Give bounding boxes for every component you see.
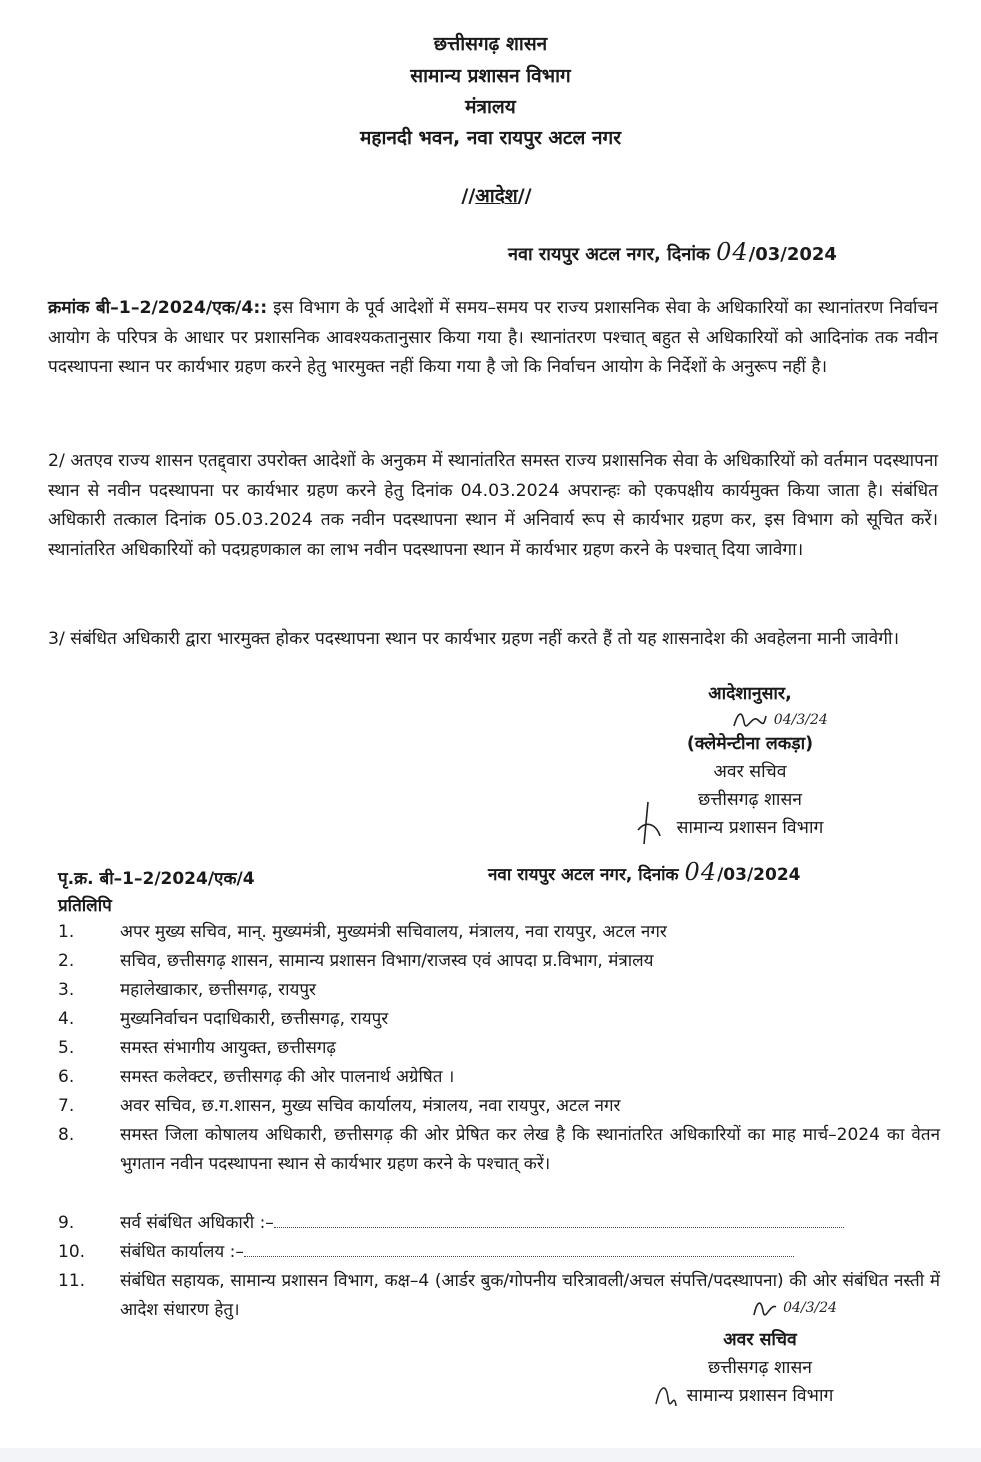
blank-line (274, 1213, 844, 1228)
govt-name: छत्तीसगढ़ शासन (433, 33, 548, 55)
paragraph-2: 2/ अतएव राज्य शासन एतद्द्वारा उपरोक्त आदेशों के अनुकम में स्थानांतरित समस्त राज्य प्रशासनिक सेवा के अधिकारियों को वर्तमान पदस्थापना स्थान से नवीन पदस्थापना पर कार्यभार ग्रहण करने हेतु दिनांक 04.03.2024 अपरान्हः को एकपक्षीय कार्यमुक्त किया जाता है। संबंधित अधिकारी तत्काल दिनांक 05.03.2024 तक नवीन पदस्थापना स्थान में अनिवार्य रूप से कार्यभार ग्रहण कर, इस विभाग को सूचित करें। स्थानांतरित अधिकारियों को पदग्रहणकाल का लाभ नवीन पदस्थापना स्थान में कार्यभार ग्रहण करने के पश्चात् दिया जावेगा। (48, 451, 938, 560)
list-item-number: 1. (58, 922, 75, 942)
order-title: आदेश (475, 185, 518, 207)
signature-date-1: 04/3/24 (773, 712, 828, 728)
officer-govt-2: छत्तीसगढ़ शासन (708, 1358, 812, 1378)
list-item-number: 9. (58, 1213, 75, 1233)
order-date-line (508, 238, 837, 266)
list-item (58, 918, 948, 947)
list-item-number: 5. (58, 1038, 75, 1058)
list-item-number: 8. (58, 1125, 75, 1145)
list-item-number: 2. (58, 951, 75, 971)
list-item-number: 7. (58, 1096, 75, 1116)
paragraph-1 (48, 294, 938, 383)
copy-recipient-list (58, 918, 948, 1325)
paragraph-3: 3/ संबंधित अधिकारी द्वारा भारमुक्त होकर पदस्थापना स्थान पर कार्यभार ग्रहण नहीं करते हैं तो यह शासनादेश की अवहेलना मानी जावेगी। (48, 629, 899, 649)
list-item (58, 1005, 948, 1034)
order-date-place: नवा रायपुर अटल नगर, दिनांक (508, 244, 710, 265)
order-date-rest: /03/2024 (748, 244, 837, 265)
officer-designation-2: अवर सचिव (723, 1330, 797, 1350)
handwritten-signature-1 (680, 708, 880, 730)
officer-govt-1: छत्तीसगढ़ शासन (698, 790, 802, 810)
by-order-label: आदेशानुसार, (708, 684, 792, 704)
title-suffix: // (517, 185, 532, 207)
initial-mark-icon (634, 800, 664, 848)
list-item (58, 976, 948, 1005)
office-name: मंत्रालय (465, 96, 516, 118)
copy-date-day: 04 (684, 858, 718, 886)
list-item-text (120, 1238, 940, 1267)
list-item (58, 1121, 948, 1209)
list-item-text: अवर सचिव, छ.ग.शासन, मुख्य सचिव कार्यालय, मंत्रालय, नवा रायपुर, अटल नगर (120, 1096, 621, 1116)
list-item-number: 10. (58, 1242, 86, 1262)
signature-date-2: 04/3/24 (783, 1300, 838, 1316)
officer-dept-2: सामान्य प्रशासन विभाग (686, 1386, 834, 1406)
list-item-label: सर्व संबंधित अधिकारी :– (120, 1213, 274, 1233)
list-item-text: समस्त संभागीय आयुक्त, छत्तीसगढ़ (120, 1038, 336, 1058)
paragraph-1-text: इस विभाग के पूर्व आदेशों में समय–समय पर राज्य प्रशासनिक सेवा के अधिकारियों का स्थानांतरण निर्वाचन आयोग के परिपत्र के आधार पर प्रशासनिक आवश्यकतानुसार किया गया है। स्थानांतरण पश्चात् बहुत से अधिकारियों को आदिनांक तक नवीन पदस्थापना स्थान पर कार्यभार ग्रहण करने हेतु भारमुक्त नहीं किया गया है जो कि निर्वाचन आयोग के निर्देशों के अनुरूप नहीं है। (48, 298, 938, 377)
list-item (58, 1209, 948, 1238)
list-item (58, 1238, 948, 1267)
list-item-label: संबंधित कार्यालय :– (120, 1242, 244, 1262)
list-item-text: महालेखाकार, छत्तीसगढ़, रायपुर (120, 980, 316, 1000)
list-item-number: 3. (58, 980, 75, 1000)
officer-dept-1: सामान्य प्रशासन विभाग (676, 818, 824, 838)
handwritten-signature-2 (752, 1296, 837, 1318)
copy-date-rest: /03/2024 (717, 865, 801, 885)
copy-date-line (488, 858, 800, 886)
list-item-text: संबंधित सहायक, सामान्य प्रशासन विभाग, कक्ष–4 (आर्डर बुक/गोपनीय चरित्रावली/अचल संपत्ति/पदस्थापना) की ओर संबंधित नस्ती में आदेश संधारण हेतु। (120, 1271, 940, 1320)
copy-reference: पृ.क्र. बी–1–2/2024/एक/4 (58, 869, 255, 889)
list-item (58, 947, 948, 976)
officer-designation-1: अवर सचिव (713, 762, 787, 782)
initial-mark-icon (652, 1376, 678, 1410)
list-item-number: 6. (58, 1067, 75, 1087)
list-item-text: मुख्यनिर्वाचन पदाधिकारी, छत्तीसगढ़, रायपुर (120, 1009, 389, 1029)
list-item-text: समस्त कलेक्टर, छत्तीसगढ़ की ओर पालनार्थ अग्रेषित । (120, 1067, 455, 1087)
list-item-number: 4. (58, 1009, 75, 1029)
copy-date-place: नवा रायपुर अटल नगर, दिनांक (488, 865, 679, 885)
copy-heading: प्रतिलिपि (58, 896, 112, 916)
list-item-text: सचिव, छत्तीसगढ़ शासन, सामान्य प्रशासन विभाग/राजस्व एवं आपदा प्र.विभाग, मंत्रालय (120, 951, 654, 971)
order-number: क्रमांक बी–1–2/2024/एक/4:: (48, 298, 268, 318)
list-item (58, 1092, 948, 1121)
order-date-day: 04 (716, 238, 749, 266)
officer-name: (क्लेमेन्टीना लकड़ा) (686, 734, 814, 754)
list-item-number: 11. (58, 1271, 86, 1291)
list-item-text (120, 1209, 940, 1238)
title-prefix: // (461, 185, 476, 207)
list-item (58, 1034, 948, 1063)
signature-scribble-icon (732, 708, 768, 730)
list-item (58, 1063, 948, 1092)
list-item-text: अपर मुख्य सचिव, मान्. मुख्यमंत्री, मुख्यमंत्री सचिवालय, मंत्रालय, नवा रायपुर, अटल नगर (120, 922, 667, 942)
page-bottom-edge (0, 1448, 981, 1462)
blank-line (244, 1242, 794, 1257)
order-title-line (6, 182, 981, 208)
signature-scribble-icon (752, 1297, 778, 1319)
list-item-text: समस्त जिला कोषालय अधिकारी, छत्तीसगढ़ की ओर प्रेषित कर लेख है कि स्थानांतरित अधिकारियों का माह मार्च–2024 का वेतन भुगतान नवीन पदस्थापना स्थान से कार्यभार ग्रहण करने के पश्चात् करें। (120, 1125, 940, 1174)
department-name: सामान्य प्रशासन विभाग (410, 65, 571, 87)
office-address: महानदी भवन, नवा रायपुर अटल नगर (360, 127, 621, 149)
